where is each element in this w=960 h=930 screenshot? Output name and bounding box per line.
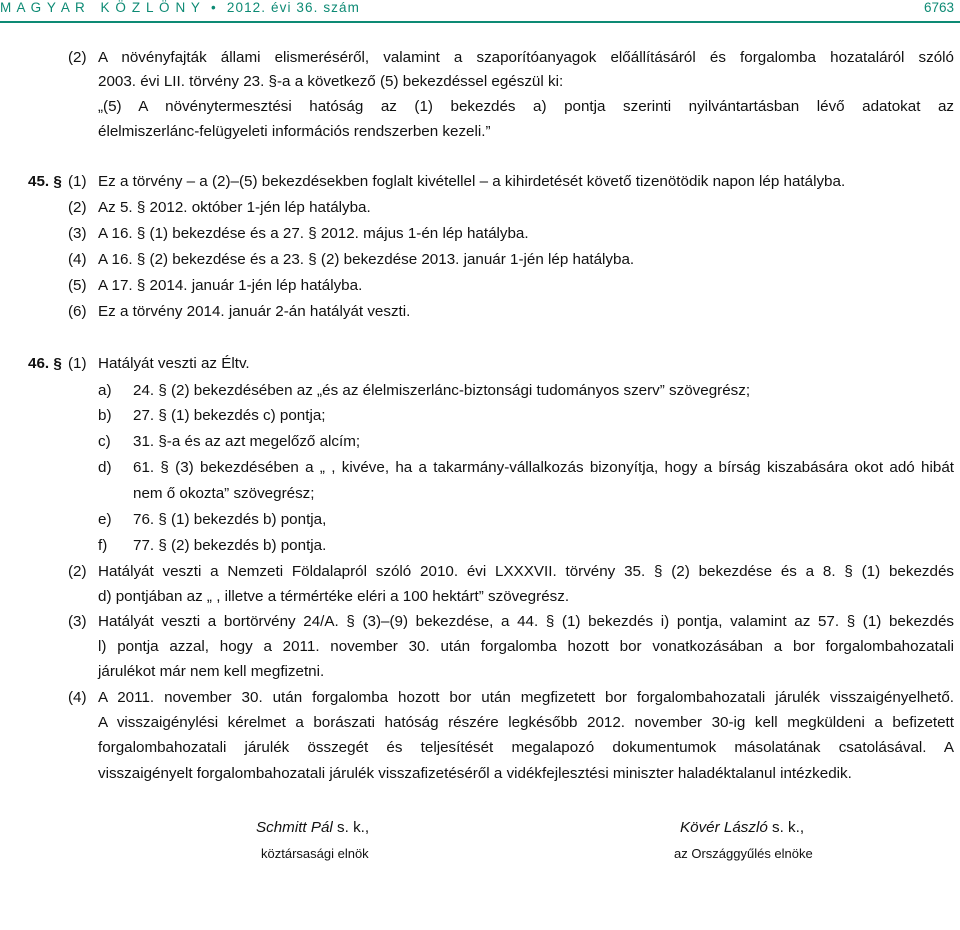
s46-p1-text: Hatályát veszti az Éltv. [98, 355, 250, 372]
point-e-key: e) [98, 511, 112, 528]
point-d-text2: nem ő okozta” szövegrész; [133, 485, 315, 502]
signature-right-name: Kövér László [680, 819, 768, 836]
intro-p5-line2: élelmiszerlánc-felügyeleti információs rendszerben kezeli.” [98, 123, 491, 140]
s46-p3-line3: járulékot már nem kell megfizetni. [98, 663, 325, 680]
signature-right-title: az Országgyűlés elnöke [674, 846, 813, 861]
signature-right [680, 818, 804, 838]
point-f-text: 77. § (2) bekezdés b) pontja. [133, 537, 327, 554]
s46-p3-line1: Hatályát veszti a bortörvény 24/A. § (3)–(9) bekezdése, a 44. § (1) bekezdés i) pontja, valamint az 57. § (1) bekezdés [98, 613, 954, 630]
s46-p4-line2: A visszaigénylési kérelmet a borászati hatóság részére legkésőbb 2012. november 30-ig kell megküldeni a befizetett [98, 714, 954, 731]
issue-label: 2012. évi 36. szám [226, 0, 360, 15]
point-b-text: 27. § (1) bekezdés c) pontja; [133, 407, 326, 424]
header-rule [0, 21, 960, 23]
s45-item-number: (4) [68, 251, 87, 268]
s46-p4-line3: forgalombahozatali járulék összegét és teljesítését megalapozó dokumentumok másolatának csatolásával. A [98, 739, 954, 756]
s46-p2-label: (2) [68, 563, 87, 580]
s45-item-text: A 16. § (1) bekezdése és a 27. § 2012. május 1-én lép hatályba. [98, 225, 529, 242]
signature-left [256, 818, 369, 838]
s45-item-number: (6) [68, 303, 87, 320]
s46-p3-label: (3) [68, 613, 87, 630]
s45-item-text: Az 5. § 2012. október 1-jén lép hatályba. [98, 199, 371, 216]
s45-item-number: (1) [68, 173, 87, 190]
point-c-key: c) [98, 433, 111, 450]
s46-p3-line2: l) pontja azzal, hogy a 2011. november 30. után forgalomba hozott bor vonatkozásában a bor forgalombahozatali [98, 638, 954, 655]
intro-p2-label: (2) [68, 49, 87, 66]
point-c-text: 31. §-a és az azt megelőző alcím; [133, 433, 361, 450]
intro-p2-line1: A növényfajták állami elismeréséről, valamint a szaporítóanyagok előállításáról és forgalomba hozataláról szóló [98, 49, 954, 66]
s45-item-text: Ez a törvény 2014. január 2-án hatályát veszti. [98, 303, 411, 320]
s45-item-text: A 17. § 2014. január 1-jén lép hatályba. [98, 277, 363, 294]
header-bullet: • [211, 0, 217, 15]
s46-p4-line1: A 2011. november 30. után forgalomba hozott bor után megfizetett bor forgalombahozatali járulék visszaigényelhető. [98, 689, 954, 706]
s46-p4-line4: visszaigényelt forgalombahozatali járulék visszafizetéséről a vidékfejlesztési miniszter haladéktalanul intézkedik. [98, 765, 852, 782]
s45-item-number: (2) [68, 199, 87, 216]
point-b-key: b) [98, 407, 112, 424]
intro-p5-line1: „(5) A növénytermesztési hatóság az (1) bekezdés a) pontja szerinti nyilvántartásban lévő adatokat az [98, 98, 954, 115]
running-head [0, 0, 360, 15]
point-a-text: 24. § (2) bekezdésében az „és az élelmiszerlánc-biztonsági tudományos szerv” szövegrész; [133, 382, 751, 399]
signature-left-suffix: s. k., [332, 819, 370, 836]
section-46-label: 46. § [28, 355, 62, 372]
s45-item-text: Ez a törvény – a (2)–(5) bekezdésekben foglalt kivétellel – a kihirdetését követő tizenötödik napon lép hatályba. [98, 173, 846, 190]
s46-p2-line2: d) pontjában az „ , illetve a térmértéke eléri a 100 hektárt” szövegrész. [98, 588, 570, 605]
s46-p2-line1: Hatályát veszti a Nemzeti Földalapról szóló 2010. évi LXXXVII. törvény 35. § (2) bekezdése és a 8. § (1) bekezdés [98, 563, 954, 580]
s45-item-text: A 16. § (2) bekezdése és a 23. § (2) bekezdése 2013. január 1-jén lép hatályba. [98, 251, 635, 268]
signature-left-title: köztársasági elnök [261, 846, 369, 861]
s45-item-number: (5) [68, 277, 87, 294]
signature-left-name: Schmitt Pál [256, 819, 333, 836]
section-45-label: 45. § [28, 173, 62, 190]
page-number: 6763 [923, 0, 954, 15]
point-d-text1: 61. § (3) bekezdésében a „ , kivéve, ha a takarmány-vállalkozás bizonyítja, hogy a bírság kiszabására okot adó hibát [133, 459, 954, 476]
point-f-key: f) [98, 537, 108, 554]
point-a-key: a) [98, 382, 112, 399]
point-e-text: 76. § (1) bekezdés b) pontja, [133, 511, 327, 528]
s46-p4-label: (4) [68, 689, 87, 706]
signature-right-suffix: s. k., [767, 819, 805, 836]
intro-p2-line2: 2003. évi LII. törvény 23. §-a a következő (5) bekezdéssel egészül ki: [98, 73, 564, 90]
journal-title: M A G Y A R K Ö Z L Ö N Y [0, 0, 202, 15]
point-d-key: d) [98, 459, 112, 476]
s45-item-number: (3) [68, 225, 87, 242]
s46-p1-label: (1) [68, 355, 87, 372]
page-header [0, 0, 960, 20]
